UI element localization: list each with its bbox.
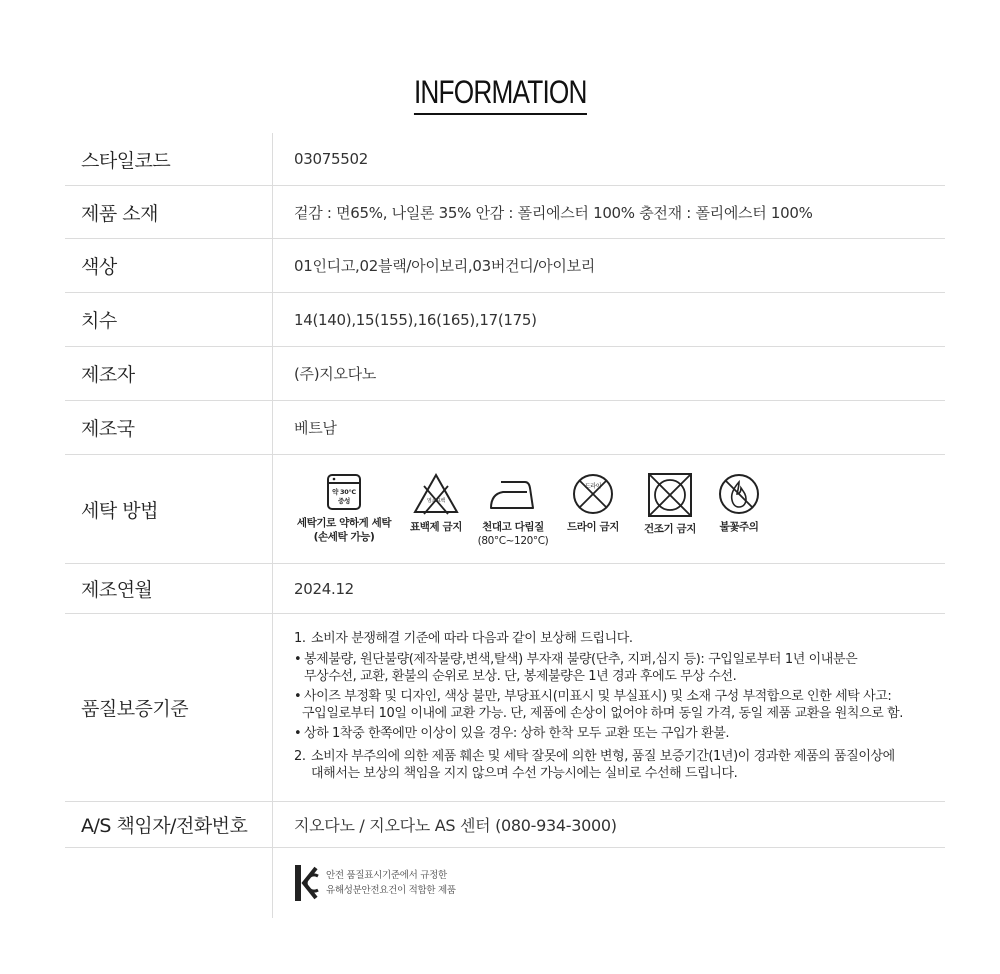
- care-item-wash-line1: 세탁기로 약하게 세탁: [296, 517, 392, 529]
- quality-bullet-2-mark: •: [294, 688, 302, 704]
- wash-temp-text: 약 30°C: [332, 488, 356, 496]
- row-country: [65, 401, 945, 455]
- quality-label: 품질보증기준: [65, 614, 273, 801]
- quality-value: [273, 614, 945, 801]
- style-code-label: 스타일코드: [65, 133, 273, 185]
- quality-bullet-2-line1: 사이즈 부정확 및 디자인, 색상 불만, 부당표시(미표시 및 부실표시) 및 소재 구성 부적합으로 인한 세탁 사고:: [304, 688, 892, 704]
- quality-bullet-3: [294, 725, 903, 742]
- manufacturer-label: 제조자: [65, 347, 273, 400]
- date-value: 2024.12: [294, 579, 354, 598]
- page-title-wrap: [0, 74, 1000, 115]
- care-item-dry-clean-line1: 드라이 금지: [567, 521, 619, 533]
- care-item-iron-line1: 천대고 다림질: [482, 521, 544, 533]
- no-fire-icon: [717, 472, 761, 516]
- quality-bullet-2: [294, 688, 903, 722]
- as-value: 지오다노 / 지오다노 AS 센터 (080-934-3000): [294, 816, 617, 835]
- row-style-code: [65, 133, 945, 186]
- bleach-text: 염소표백: [426, 498, 446, 504]
- no-dry-clean-icon: [569, 472, 617, 516]
- care-item-wash: [294, 472, 394, 544]
- color-label: 색상: [65, 239, 273, 292]
- country-label: 제조국: [65, 401, 273, 454]
- row-color: [65, 239, 945, 293]
- quality-item-1-num: 1.: [294, 630, 306, 646]
- date-label: 제조연월: [65, 564, 273, 613]
- wash-30-icon: [324, 472, 364, 512]
- page-title: INFORMATION: [414, 74, 587, 115]
- kc-text-line2: 유해성분안전요건이 적합한 제품: [326, 885, 456, 896]
- care-label: 세탁 방법: [65, 455, 273, 563]
- kc-label-empty: [65, 848, 273, 918]
- no-tumble-dry-icon: [646, 472, 694, 518]
- country-value: 베트남: [294, 419, 337, 437]
- quality-item-2-num: 2.: [294, 748, 306, 764]
- material-label: 제품 소재: [65, 186, 273, 238]
- material-value: 겉감 : 면65%, 나일론 35% 안감 : 폴리에스터 100% 충전재 : 폴리에스터 100%: [294, 203, 813, 222]
- care-item-dry-clean-label: [567, 520, 619, 534]
- size-label: 치수: [65, 293, 273, 346]
- row-quality: [65, 614, 945, 802]
- care-icons: [294, 470, 776, 548]
- row-as: [65, 802, 945, 848]
- quality-bullet-2-line2: 구입일로부터 10일 이내에 교환 가능. 단, 제품에 손상이 없어야 하며 동일 가격, 동일 제품 교환을 원칙으로 함.: [302, 705, 904, 721]
- row-date: [65, 564, 945, 614]
- quality-item-2-line2: 대해서는 보상의 책임을 지지 않으며 수선 가능시에는 실비로 수선해 드립니다.: [311, 765, 738, 781]
- care-item-wash-line2: (손세탁 가능): [313, 531, 375, 543]
- info-table: [65, 133, 945, 918]
- care-item-iron-line2: (80°C~120°C): [477, 535, 549, 547]
- quality-bullet-1-mark: •: [294, 651, 302, 667]
- row-material: [65, 186, 945, 239]
- quality-bullet-3-mark: •: [294, 725, 302, 741]
- row-kc: [65, 848, 945, 918]
- care-item-bleach-label: [410, 520, 462, 534]
- quality-bullet-1-line1: 봉제불량, 원단불량(제작불량,변색,탈색) 부자재 불량(단추, 지퍼,심지 등): 구입일로부터 1년 이내분은: [304, 651, 858, 667]
- care-item-wash-label: [297, 516, 391, 544]
- quality-bullet-1-line2: 무상수선, 교환, 환불의 순위로 보상. 단, 봉제불량은 1년 경과 후에도 무상 수선.: [304, 668, 737, 684]
- quality-item-2-line1: 소비자 부주의에 의한 제품 훼손 및 세탁 잘못에 의한 변형, 품질 보증기간(1년)이 경과한 제품의 품질이상에: [311, 748, 895, 764]
- care-item-fire: [714, 472, 764, 534]
- care-item-tumble-label: [644, 522, 696, 536]
- wash-neutral-text: 중성: [338, 497, 350, 505]
- care-item-fire-line1: 불꽃주의: [719, 521, 759, 533]
- quality-bullet-1: [294, 651, 903, 685]
- dry-clean-text: 드라이: [584, 483, 602, 490]
- no-bleach-icon: [412, 472, 460, 516]
- row-manufacturer: [65, 347, 945, 401]
- care-item-iron-label: [478, 520, 549, 548]
- quality-item-1-text: 소비자 분쟁해결 기준에 따라 다음과 같이 보상해 드립니다.: [311, 630, 633, 646]
- care-item-fire-label: [720, 520, 759, 534]
- kc-text: [326, 868, 456, 898]
- iron-icon: [487, 472, 539, 516]
- kc-mark: [294, 864, 456, 902]
- care-item-iron: [478, 472, 548, 548]
- care-value: [273, 455, 945, 563]
- manufacturer-value: (주)지오다노: [294, 365, 377, 383]
- color-value: 01인디고,02블랙/아이보리,03버건디/아이보리: [294, 257, 595, 275]
- quality-item-2: [294, 748, 903, 782]
- care-item-tumble-line1: 건조기 금지: [644, 523, 696, 535]
- care-item-bleach: [406, 472, 466, 534]
- style-code-value: 03075502: [294, 150, 368, 168]
- care-item-dry-clean: [560, 472, 626, 534]
- kc-value: [273, 848, 945, 918]
- row-size: [65, 293, 945, 347]
- as-label: A/S 책임자/전화번호: [65, 802, 273, 847]
- quality-text: [294, 630, 903, 786]
- kc-logo-icon: [294, 864, 320, 902]
- size-value: 14(140),15(155),16(165),17(175): [294, 310, 537, 329]
- row-care: [65, 455, 945, 564]
- care-item-bleach-line1: 표백제 금지: [410, 521, 462, 533]
- quality-bullet-3-line1: 상하 1착중 한쪽에만 이상이 있을 경우: 상하 한착 모두 교환 또는 구입가 환불.: [304, 725, 730, 741]
- kc-text-line1: 안전 품질표시기준에서 규정한: [326, 870, 447, 881]
- quality-item-1: [294, 630, 903, 647]
- care-item-tumble: [638, 472, 702, 536]
